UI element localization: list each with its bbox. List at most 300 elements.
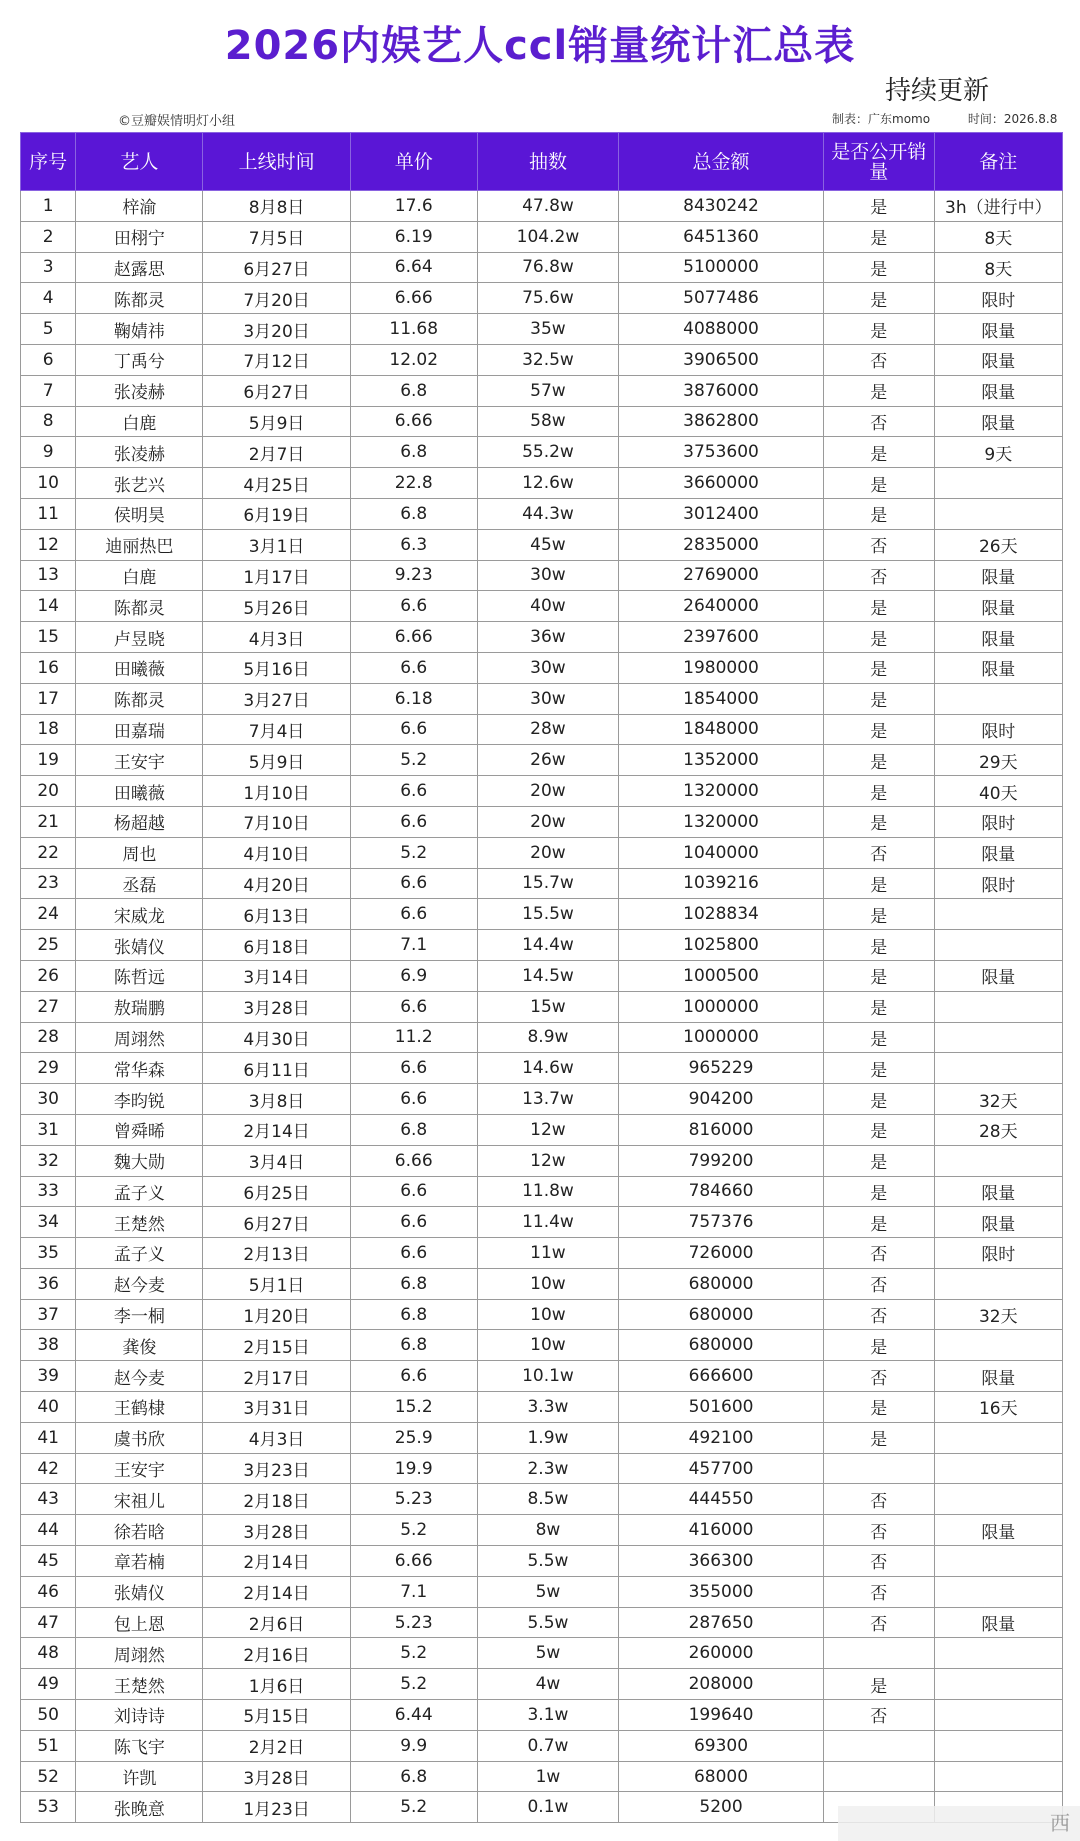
table-row (21, 1084, 1063, 1115)
table-row (21, 1330, 1063, 1361)
table-cell: 7 (21, 375, 76, 406)
table-cell: 限量 (934, 591, 1062, 622)
table-cell: 12 (21, 529, 76, 560)
table-cell: 3月14日 (203, 960, 350, 991)
table-cell: 限量 (934, 1607, 1062, 1638)
table-cell: 816000 (619, 1114, 824, 1145)
table-cell: 22 (21, 837, 76, 868)
table-row (21, 714, 1063, 745)
table-cell: 3660000 (619, 468, 824, 499)
table-row (21, 1515, 1063, 1546)
table-cell: 4月20日 (203, 868, 350, 899)
table-cell: 4 (21, 283, 76, 314)
table-cell: 10w (477, 1330, 618, 1361)
table-cell (934, 1422, 1062, 1453)
table-cell: 5200 (619, 1792, 824, 1823)
table-cell: 19.9 (350, 1453, 477, 1484)
table-cell: 5.2 (350, 1669, 477, 1700)
table-cell: 是 (823, 1392, 934, 1423)
page-title: 2026内娱艺人ccl销量统计汇总表 (224, 23, 856, 69)
table-cell: 6.8 (350, 1330, 477, 1361)
table-cell: 8天 (934, 252, 1062, 283)
table-cell: 6.6 (350, 1361, 477, 1392)
table-cell: 48 (21, 1638, 76, 1669)
table-row (21, 468, 1063, 499)
table-cell: 6 (21, 344, 76, 375)
table-cell: 38 (21, 1330, 76, 1361)
table-cell: 12w (477, 1145, 618, 1176)
table-cell: 5.23 (350, 1607, 477, 1638)
table-cell: 6.8 (350, 498, 477, 529)
column-header: 艺人 (76, 133, 203, 191)
table-row (21, 930, 1063, 961)
table-cell: 11.8w (477, 1176, 618, 1207)
table-cell (934, 1053, 1062, 1084)
table-cell: 1980000 (619, 652, 824, 683)
table-cell: 3月4日 (203, 1145, 350, 1176)
table-cell: 1000000 (619, 991, 824, 1022)
table-cell: 是 (823, 191, 934, 222)
table-cell: 5月9日 (203, 406, 350, 437)
table-cell: 是 (823, 1114, 934, 1145)
table-cell: 否 (823, 560, 934, 591)
table-cell: 26 (21, 960, 76, 991)
table-cell: 5w (477, 1638, 618, 1669)
table-cell: 限量 (934, 960, 1062, 991)
table-cell (934, 1484, 1062, 1515)
table-cell: 444550 (619, 1484, 824, 1515)
table-cell: 46 (21, 1576, 76, 1607)
table-cell: 42 (21, 1453, 76, 1484)
table-cell: 2.3w (477, 1453, 618, 1484)
table-cell: 3月31日 (203, 1392, 350, 1423)
table-cell: 6.66 (350, 622, 477, 653)
column-header: 备注 (934, 133, 1062, 191)
table-cell: 是 (823, 468, 934, 499)
table-cell: 4月10日 (203, 837, 350, 868)
table-row (21, 191, 1063, 222)
table-cell: 6.6 (350, 868, 477, 899)
table-cell: 22.8 (350, 468, 477, 499)
table-row (21, 1453, 1063, 1484)
table-cell: 27 (21, 991, 76, 1022)
table-cell: 40天 (934, 776, 1062, 807)
table-cell: 11.4w (477, 1207, 618, 1238)
table-cell (934, 1022, 1062, 1053)
table-cell: 1月6日 (203, 1669, 350, 1700)
table-cell: 1040000 (619, 837, 824, 868)
table-body (21, 191, 1063, 1823)
table-cell: 6.64 (350, 252, 477, 283)
table-cell: 47 (21, 1607, 76, 1638)
table-cell: 2月14日 (203, 1546, 350, 1577)
table-cell: 104.2w (477, 221, 618, 252)
table-cell: 29 (21, 1053, 76, 1084)
table-cell: 17 (21, 683, 76, 714)
table-cell: 6.6 (350, 591, 477, 622)
table-cell: 王安宇 (76, 1453, 203, 1484)
column-header: 单价 (350, 133, 477, 191)
table-cell: 是 (823, 930, 934, 961)
table-cell: 9 (21, 437, 76, 468)
table-cell: 5月1日 (203, 1268, 350, 1299)
table-cell: 9.9 (350, 1730, 477, 1761)
table-cell: 35 (21, 1238, 76, 1269)
table-cell: 田曦薇 (76, 776, 203, 807)
table-cell: 田嘉瑞 (76, 714, 203, 745)
table-cell: 3862800 (619, 406, 824, 437)
table-cell: 5077486 (619, 283, 824, 314)
table-cell: 2月6日 (203, 1607, 350, 1638)
table-cell: 6.66 (350, 1145, 477, 1176)
table-cell: 张艺兴 (76, 468, 203, 499)
table-cell: 否 (823, 1576, 934, 1607)
table-cell: 25.9 (350, 1422, 477, 1453)
table-cell: 30w (477, 560, 618, 591)
table-cell: 30w (477, 683, 618, 714)
table-cell: 1039216 (619, 868, 824, 899)
table-cell: 5.5w (477, 1607, 618, 1638)
table-cell: 王楚然 (76, 1669, 203, 1700)
table-cell: 11w (477, 1238, 618, 1269)
table-cell: 限量 (934, 652, 1062, 683)
table-cell: 限量 (934, 1207, 1062, 1238)
table-cell: 是 (823, 375, 934, 406)
table-row (21, 1392, 1063, 1423)
table-cell: 8430242 (619, 191, 824, 222)
table-cell: 宋祖儿 (76, 1484, 203, 1515)
table-cell: 31 (21, 1114, 76, 1145)
table-cell: 章若楠 (76, 1546, 203, 1577)
table-cell: 6月19日 (203, 498, 350, 529)
table-cell: 1月23日 (203, 1792, 350, 1823)
table-cell: 501600 (619, 1392, 824, 1423)
table-cell: 是 (823, 1145, 934, 1176)
table-cell: 敖瑞鹏 (76, 991, 203, 1022)
table-cell: 3 (21, 252, 76, 283)
table-cell: 35w (477, 314, 618, 345)
table-cell: 6月27日 (203, 1207, 350, 1238)
table-cell: 20 (21, 776, 76, 807)
table-cell: 45w (477, 529, 618, 560)
table-cell: 21 (21, 806, 76, 837)
table-cell: 1025800 (619, 930, 824, 961)
table-row (21, 1114, 1063, 1145)
table-row (21, 344, 1063, 375)
table-cell: 3h（进行中） (934, 191, 1062, 222)
table-cell: 是 (823, 899, 934, 930)
table-cell: 8w (477, 1515, 618, 1546)
table-cell: 否 (823, 1361, 934, 1392)
table-cell (934, 1268, 1062, 1299)
table-cell: 6.6 (350, 899, 477, 930)
table-cell: 限量 (934, 375, 1062, 406)
table-cell: 28天 (934, 1114, 1062, 1145)
table-row (21, 560, 1063, 591)
table-cell: 是 (823, 806, 934, 837)
table-row (21, 591, 1063, 622)
table-cell: 39 (21, 1361, 76, 1392)
table-cell: 6.9 (350, 960, 477, 991)
table-cell: 否 (823, 1515, 934, 1546)
table-row (21, 806, 1063, 837)
table-cell: 限量 (934, 1515, 1062, 1546)
table-cell: 416000 (619, 1515, 824, 1546)
table-cell: 是 (823, 714, 934, 745)
table-cell: 32 (21, 1145, 76, 1176)
column-header: 是否公开销量 (823, 133, 934, 191)
table-cell: 虞书欣 (76, 1422, 203, 1453)
table-row (21, 406, 1063, 437)
table-row (21, 529, 1063, 560)
table-cell: 457700 (619, 1453, 824, 1484)
table-cell: 16天 (934, 1392, 1062, 1423)
table-cell: 刘诗诗 (76, 1700, 203, 1731)
table-cell: 28w (477, 714, 618, 745)
table-cell (934, 930, 1062, 961)
table-cell: 陈都灵 (76, 683, 203, 714)
table-row (21, 1576, 1063, 1607)
table-cell: 2月15日 (203, 1330, 350, 1361)
table-cell: 15w (477, 991, 618, 1022)
table-cell: 5月16日 (203, 652, 350, 683)
table-cell: 784660 (619, 1176, 824, 1207)
table-cell: 孟子义 (76, 1176, 203, 1207)
table-cell: 33 (21, 1176, 76, 1207)
table-cell: 260000 (619, 1638, 824, 1669)
table-cell: 限时 (934, 714, 1062, 745)
table-cell: 76.8w (477, 252, 618, 283)
table-cell: 2月16日 (203, 1638, 350, 1669)
table-cell: 4月3日 (203, 622, 350, 653)
table-row (21, 683, 1063, 714)
table-cell: 287650 (619, 1607, 824, 1638)
table-cell: 0.1w (477, 1792, 618, 1823)
table-cell: 是 (823, 314, 934, 345)
table-cell: 355000 (619, 1576, 824, 1607)
table-cell: 47.8w (477, 191, 618, 222)
table-cell: 6.6 (350, 1084, 477, 1115)
table-cell: 田栩宁 (76, 221, 203, 252)
table-cell: 24 (21, 899, 76, 930)
table-cell: 15.2 (350, 1392, 477, 1423)
table-cell (934, 991, 1062, 1022)
table-cell: 限时 (934, 868, 1062, 899)
table-row (21, 1638, 1063, 1669)
table-cell: 否 (823, 837, 934, 868)
table-cell: 常华森 (76, 1053, 203, 1084)
table-cell: 徐若晗 (76, 1515, 203, 1546)
table-cell: 3月27日 (203, 683, 350, 714)
table-cell: 张婧仪 (76, 930, 203, 961)
table-cell: 6.66 (350, 406, 477, 437)
table-cell: 张婧仪 (76, 1576, 203, 1607)
table-cell: 是 (823, 221, 934, 252)
table-cell: 0.7w (477, 1730, 618, 1761)
table-cell (934, 1730, 1062, 1761)
table-cell: 宋威龙 (76, 899, 203, 930)
table-cell: 5w (477, 1576, 618, 1607)
table-cell: 限量 (934, 314, 1062, 345)
table-row (21, 745, 1063, 776)
table-cell (934, 1546, 1062, 1577)
table-cell: 5.5w (477, 1546, 618, 1577)
table-cell: 680000 (619, 1268, 824, 1299)
table-cell: 限量 (934, 1361, 1062, 1392)
table-cell: 8.5w (477, 1484, 618, 1515)
table-cell: 丁禹兮 (76, 344, 203, 375)
table-cell: 6.6 (350, 714, 477, 745)
table-cell: 2月13日 (203, 1238, 350, 1269)
table-cell: 1000000 (619, 1022, 824, 1053)
table-cell: 30 (21, 1084, 76, 1115)
table-cell: 王安宇 (76, 745, 203, 776)
table-cell: 1320000 (619, 806, 824, 837)
table-cell: 5.2 (350, 837, 477, 868)
table-cell: 赵露思 (76, 252, 203, 283)
table-cell: 陈都灵 (76, 591, 203, 622)
table-cell: 32天 (934, 1299, 1062, 1330)
table-header-row (21, 133, 1063, 191)
table-cell: 23 (21, 868, 76, 899)
table-cell: 3.3w (477, 1392, 618, 1423)
table-cell: 限时 (934, 806, 1062, 837)
table-cell: 是 (823, 1330, 934, 1361)
table-cell: 6.6 (350, 652, 477, 683)
table-cell: 726000 (619, 1238, 824, 1269)
table-cell (934, 683, 1062, 714)
table-cell: 9天 (934, 437, 1062, 468)
date-label: 时间：2026.8.8 (967, 112, 1058, 126)
table-cell: 6.6 (350, 1207, 477, 1238)
table-cell: 卢昱晓 (76, 622, 203, 653)
table-cell: 6451360 (619, 221, 824, 252)
table-cell: 限量 (934, 1176, 1062, 1207)
table-cell: 是 (823, 437, 934, 468)
table-cell: 7月12日 (203, 344, 350, 375)
table-cell: 11.2 (350, 1022, 477, 1053)
table-cell: 张凌赫 (76, 437, 203, 468)
table-cell: 5月26日 (203, 591, 350, 622)
table-cell: 37 (21, 1299, 76, 1330)
table-row (21, 1299, 1063, 1330)
table-cell: 3012400 (619, 498, 824, 529)
table-cell: 2月17日 (203, 1361, 350, 1392)
table-cell: 75.6w (477, 283, 618, 314)
table-cell: 25 (21, 930, 76, 961)
table-cell: 14.4w (477, 930, 618, 961)
table-cell: 否 (823, 406, 934, 437)
table-cell: 6.44 (350, 1700, 477, 1731)
table-cell: 是 (823, 776, 934, 807)
table-cell: 11.68 (350, 314, 477, 345)
table-cell: 965229 (619, 1053, 824, 1084)
table-row (21, 221, 1063, 252)
table-cell: 5.23 (350, 1484, 477, 1515)
table-cell: 是 (823, 622, 934, 653)
table-cell (934, 1576, 1062, 1607)
table-cell: 侯明昊 (76, 498, 203, 529)
table-cell: 否 (823, 1299, 934, 1330)
sales-table (20, 132, 1063, 1823)
table-cell: 16 (21, 652, 76, 683)
table-cell: 18 (21, 714, 76, 745)
table-cell: 1月10日 (203, 776, 350, 807)
table-row (21, 1207, 1063, 1238)
table-cell: 58w (477, 406, 618, 437)
table-cell: 6月13日 (203, 899, 350, 930)
table-cell: 龚俊 (76, 1330, 203, 1361)
table-cell: 30w (477, 652, 618, 683)
table-cell: 1月20日 (203, 1299, 350, 1330)
table-cell: 6.6 (350, 776, 477, 807)
table-cell: 5100000 (619, 252, 824, 283)
table-cell: 1028834 (619, 899, 824, 930)
table-cell: 799200 (619, 1145, 824, 1176)
table-cell: 2月7日 (203, 437, 350, 468)
table-cell: 53 (21, 1792, 76, 1823)
table-row (21, 652, 1063, 683)
table-cell: 10w (477, 1268, 618, 1299)
table-cell: 41 (21, 1422, 76, 1453)
table-cell: 12w (477, 1114, 618, 1145)
table-cell: 是 (823, 745, 934, 776)
table-cell: 8.9w (477, 1022, 618, 1053)
table-cell: 15.7w (477, 868, 618, 899)
table-cell: 是 (823, 283, 934, 314)
table-cell: 20w (477, 776, 618, 807)
table-cell: 40w (477, 591, 618, 622)
table-cell: 2835000 (619, 529, 824, 560)
table-cell: 1000500 (619, 960, 824, 991)
table-cell: 包上恩 (76, 1607, 203, 1638)
table-cell: 10.1w (477, 1361, 618, 1392)
table-cell: 迪丽热巴 (76, 529, 203, 560)
table-cell: 李昀锐 (76, 1084, 203, 1115)
table-cell: 43 (21, 1484, 76, 1515)
table-cell: 199640 (619, 1700, 824, 1731)
table-row (21, 1361, 1063, 1392)
table-row (21, 252, 1063, 283)
table-cell: 36 (21, 1268, 76, 1299)
table-cell: 5 (21, 314, 76, 345)
table-cell: 许凯 (76, 1761, 203, 1792)
table-row (21, 1761, 1063, 1792)
table-cell: 周翊然 (76, 1022, 203, 1053)
table-cell: 1352000 (619, 745, 824, 776)
table-cell: 15.5w (477, 899, 618, 930)
table-cell: 田曦薇 (76, 652, 203, 683)
table-row (21, 776, 1063, 807)
table-row (21, 1022, 1063, 1053)
table-cell: 白鹿 (76, 560, 203, 591)
table-cell: 5月15日 (203, 1700, 350, 1731)
table-cell: 1 (21, 191, 76, 222)
table-cell: 55.2w (477, 437, 618, 468)
table-cell: 32天 (934, 1084, 1062, 1115)
table-cell: 陈飞宇 (76, 1730, 203, 1761)
table-row (21, 622, 1063, 653)
table-cell: 3月8日 (203, 1084, 350, 1115)
table-cell: 曾舜晞 (76, 1114, 203, 1145)
table-cell: 4月25日 (203, 468, 350, 499)
table-cell: 6.18 (350, 683, 477, 714)
table-cell: 44.3w (477, 498, 618, 529)
table-cell: 492100 (619, 1422, 824, 1453)
table-cell: 4月3日 (203, 1422, 350, 1453)
table-cell: 6.6 (350, 1238, 477, 1269)
table-cell: 7月5日 (203, 221, 350, 252)
